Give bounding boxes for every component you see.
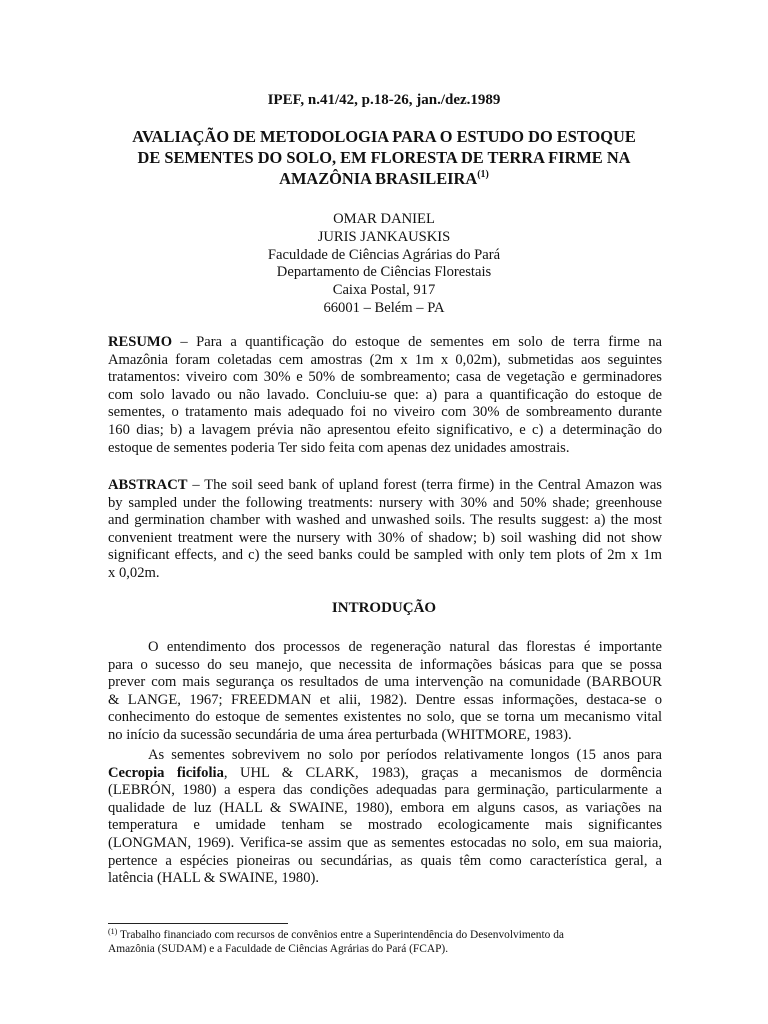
- paragraph-line: qualidade de luz (HALL & SWAINE, 1980), embora em alguns casos, as variações na: [108, 799, 662, 816]
- title-line-text: AMAZÔNIA BRASILEIRA: [279, 169, 478, 188]
- intro-paragraph-2: [108, 747, 662, 888]
- footnote-line: [108, 928, 662, 942]
- title-line: AVALIAÇÃO DE METODOLOGIA PARA O ESTUDO DO ESTOQUE: [132, 127, 636, 146]
- abstract-line: and germination chamber with washed and unwashed soils. The results suggest: a) the most: [108, 512, 662, 529]
- paragraph-line: As sementes sobrevivem no solo por períodos relativamente longos (15 anos para: [148, 747, 662, 763]
- paragraph-line: conhecimento do estoque de sementes existentes no solo, que se torna um mecanismo vital: [108, 709, 662, 726]
- paragraph-line: latência (HALL & SWAINE, 1980).: [108, 870, 320, 887]
- resumo-label: RESUMO: [108, 334, 173, 350]
- intro-paragraph-1: [108, 639, 662, 745]
- resumo-text: – Para a quantificação do estoque de sementes em solo de terra firme na: [172, 334, 662, 350]
- paragraph-line: pertence a espécies pioneiras ou secundárias, as quais têm como característica geral, a: [108, 852, 662, 869]
- abstract-line: x 0,02m.: [108, 564, 160, 581]
- resumo-line: estoque de sementes poderia Ter sido feita com apenas dez unidades amostrais.: [108, 439, 570, 456]
- paragraph-line: (LONGMAN, 1969). Verifica-se assim que as sementes estocadas no solo, em sua maioria,: [108, 834, 662, 851]
- abstract-line: significant effects, and c) the seed banks could be sampled with only tem plots of 2m x 1m: [108, 547, 662, 564]
- resumo-section: [108, 334, 662, 457]
- footnote-mark: (1): [108, 927, 118, 936]
- footnote-line: Amazônia (SUDAM) e a Faculdade de Ciências Agrárias do Pará (FCAP).: [108, 943, 449, 955]
- abstract-line: convenient treatment were the nursery with 30% of shadow; b) soil washing did not show: [108, 529, 662, 546]
- affiliation-line: Faculdade de Ciências Agrárias do Pará: [267, 246, 501, 263]
- title-line-last: [100, 168, 668, 189]
- paragraph-line: temperatura e umidade tenham se mostrado ecologicamente mais significantes: [108, 817, 662, 834]
- resumo-line: Amazônia foram coletadas cem amostras (2m x 1m x 0,02m), submetidas aos seguintes: [108, 351, 662, 368]
- species-name: Cecropia ficifolia: [108, 764, 224, 781]
- footnote-divider: [108, 923, 288, 924]
- journal-reference: IPEF, n.41/42, p.18-26, jan./dez.1989: [267, 92, 501, 108]
- paragraph-line-species: [108, 765, 662, 783]
- section-heading-introduction: INTRODUÇÃO: [331, 600, 437, 616]
- paragraph-line: (LEBRÓN, 1980) a espera das condições adequadas para germinação, particularmente a: [108, 782, 662, 799]
- resumo-line: com solo lavado ou não lavado. Concluiu-se que: a) para a quantificação do estoque de: [108, 386, 662, 403]
- resumo-line: tratamentos: viveiro com 30% e 50% de sombreamento; casa de vegetação e germinadores: [108, 369, 662, 386]
- author-name: JURIS JANKAUSKIS: [317, 228, 451, 245]
- paragraph-line: O entendimento dos processos de regeneração natural das florestas é importante: [148, 639, 662, 655]
- abstract-section: [108, 477, 662, 583]
- paragraph-line: para o sucesso do seu manejo, que necessita de informações básicas para que se possa: [108, 656, 662, 673]
- abstract-first-line: [108, 477, 662, 495]
- abstract-text: – The soil seed bank of upland forest (terra firme) in the Central Amazon was: [187, 477, 662, 493]
- resumo-line: sementes, o tratamento mais adequado foi no viveiro com 30% de sombreamento durante: [108, 404, 662, 421]
- title-line: DE SEMENTES DO SOLO, EM FLORESTA DE TERRA FIRME NA: [137, 148, 631, 167]
- paper-title: [100, 126, 668, 189]
- affiliation-line: 66001 – Belém – PA: [323, 299, 445, 316]
- affiliation-line: Caixa Postal, 917: [332, 282, 436, 299]
- title-footnote-mark: (1): [477, 169, 489, 180]
- species-line-text: , UHL & CLARK, 1983), graças a mecanismos de dormência: [223, 764, 662, 781]
- paragraph-line: & LANGE, 1967; FREEDMAN et alii, 1982). Dentre essas informações, destaca-se o: [108, 691, 662, 708]
- paragraph-line: prever com mais segurança os resultados de uma intervenção na comunidade (BARBOUR: [108, 674, 662, 691]
- footnote: [108, 928, 662, 956]
- author-block: [0, 211, 768, 318]
- author-name: OMAR DANIEL: [333, 211, 435, 227]
- abstract-label: ABSTRACT: [108, 477, 188, 493]
- resumo-first-line: [108, 334, 662, 352]
- affiliation-line: Departamento de Ciências Florestais: [276, 264, 492, 281]
- paragraph-line: no início da sucessão secundária de uma área perturbada (WHITMORE, 1983).: [108, 726, 572, 743]
- footnote-text: Trabalho financiado com recursos de convênios entre a Superintendência do Desenvolvimento da: [117, 929, 564, 941]
- resumo-line: 160 dias; b) a lavagem prévia não apresentou efeito significativo, e c) a determinação do: [108, 421, 662, 438]
- abstract-line: by sampled under the following treatments: nursery with 30% and 50% shade; greenhouse: [108, 494, 662, 511]
